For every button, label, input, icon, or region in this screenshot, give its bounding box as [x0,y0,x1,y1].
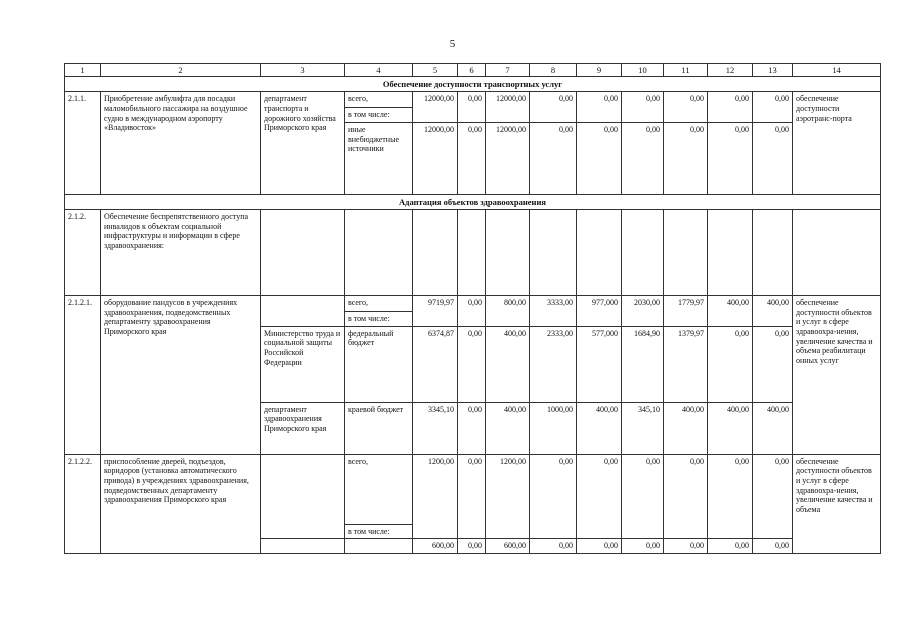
empty-cell [413,210,458,296]
funding-source: иные внебюджетные источники [345,122,413,194]
value-cell: 400,00 [753,296,793,327]
col-header: 12 [708,64,753,77]
value-cell: 0,00 [753,539,793,554]
col-header: 9 [577,64,622,77]
value-cell: 0,00 [708,122,753,194]
value-cell: 977,000 [577,296,622,327]
col-header: 14 [793,64,881,77]
value-cell: 600,00 [486,539,530,554]
value-cell: 0,00 [530,539,577,554]
col-header: 10 [622,64,664,77]
value-cell: 6374,87 [413,326,458,402]
value-cell: 0,00 [622,454,664,539]
column-numbers-row [65,64,881,77]
value-cell: 0,00 [577,454,622,539]
value-cell: 0,00 [458,122,486,194]
value-cell: 400,00 [486,402,530,454]
empty-cell [261,454,345,539]
value-cell: 12000,00 [413,122,458,194]
value-cell: 0,00 [577,92,622,123]
value-cell: 0,00 [530,122,577,194]
empty-cell [793,210,881,296]
empty-cell [261,210,345,296]
value-cell: 0,00 [458,402,486,454]
value-cell: 0,00 [530,92,577,123]
col-header: 7 [486,64,530,77]
value-cell: 0,00 [577,539,622,554]
value-cell: 400,00 [708,296,753,327]
item-name: Обеспечение беспрепятственного доступа инвалидов к объектам социальной инфраструктуры и информации в сфере здравоохранения: [101,210,261,296]
col-header: 13 [753,64,793,77]
value-cell: 0,00 [530,454,577,539]
item-code: 2.1.2.2. [65,454,101,553]
col-header: 6 [458,64,486,77]
value-cell: 0,00 [458,92,486,123]
table-row [65,210,881,296]
value-cell: 0,00 [664,92,708,123]
value-cell: 0,00 [458,539,486,554]
section-row [65,77,881,92]
value-cell: 0,00 [458,454,486,539]
section-title: Адаптация объектов здравоохранения [65,194,881,209]
col-header: 3 [261,64,345,77]
value-cell: 0,00 [622,539,664,554]
value-cell: 0,00 [664,122,708,194]
value-cell: 2333,00 [530,326,577,402]
funding-source: краевой бюджет [345,402,413,454]
program-table [64,63,881,554]
col-header: 4 [345,64,413,77]
item-name: оборудование пандусов в учреждениях здравоохранения, подведомственных департаменту здравоохранения Приморского края [101,296,261,455]
section-row [65,194,881,209]
funding-source: всего, [345,296,413,312]
funding-source: федеральный бюджет [345,326,413,402]
value-cell: 400,00 [708,402,753,454]
section-title: Обеспечение доступности транспортных услуг [65,77,881,92]
col-header: 2 [101,64,261,77]
value-cell: 0,00 [753,122,793,194]
value-cell: 400,00 [664,402,708,454]
item-executor: департамент транспорта и дорожного хозяйства Приморского края [261,92,345,195]
empty-cell [458,210,486,296]
table-row [65,454,881,524]
value-cell: 0,00 [458,296,486,327]
empty-cell [577,210,622,296]
item-executor: департамент здравоохранения Приморского края [261,402,345,454]
item-code: 2.1.2.1. [65,296,101,455]
empty-cell [345,539,413,554]
item-result: обеспечение доступности объектов и услуг в сфере здравоохра-нения, увеличение качества и объема [793,454,881,553]
value-cell: 1200,00 [486,454,530,539]
value-cell: 0,00 [708,326,753,402]
item-result: обеспечение доступности аэротранс-порта [793,92,881,195]
value-cell: 1779,97 [664,296,708,327]
item-name: приспособление дверей, подъездов, коридоров (установка автоматического привода) в учреждениях здравоохранения, подведомственных департаменту здравоохранения Приморского края [101,454,261,553]
value-cell: 0,00 [664,454,708,539]
value-cell: 1684,90 [622,326,664,402]
value-cell: 1000,00 [530,402,577,454]
value-cell: 0,00 [622,92,664,123]
value-cell: 9719,97 [413,296,458,327]
table-row [65,92,881,108]
col-header: 8 [530,64,577,77]
empty-cell [622,210,664,296]
item-result: обеспечение доступности объектов и услуг в сфере здравоохра-нения, увеличение качества и объема реабилитаци онных услуг [793,296,881,455]
value-cell: 2030,00 [622,296,664,327]
value-cell: 0,00 [577,122,622,194]
value-cell: 345,10 [622,402,664,454]
value-cell: 577,000 [577,326,622,402]
col-header: 5 [413,64,458,77]
empty-cell [261,539,345,554]
value-cell: 0,00 [708,539,753,554]
value-cell: 0,00 [708,92,753,123]
value-cell: 0,00 [708,454,753,539]
value-cell: 400,00 [753,402,793,454]
value-cell: 600,00 [413,539,458,554]
funding-source: в том числе: [345,312,413,327]
funding-source: всего, [345,92,413,108]
item-executor: Министерство труда и социальной защиты Российской Федерации [261,326,345,402]
empty-cell [530,210,577,296]
value-cell: 400,00 [577,402,622,454]
item-code: 2.1.1. [65,92,101,195]
value-cell: 12000,00 [413,92,458,123]
value-cell: 0,00 [664,539,708,554]
item-name: Приобретение амбулифта для посадки маломобильного пассажира на воздушное судно в международном аэропорту «Владивосток» [101,92,261,195]
value-cell: 0,00 [622,122,664,194]
empty-cell [664,210,708,296]
empty-cell [261,296,345,327]
funding-source: всего, [345,454,413,524]
item-code: 2.1.2. [65,210,101,296]
value-cell: 3333,00 [530,296,577,327]
value-cell: 12000,00 [486,122,530,194]
col-header: 11 [664,64,708,77]
empty-cell [753,210,793,296]
empty-cell [708,210,753,296]
col-header: 1 [65,64,101,77]
empty-cell [345,210,413,296]
funding-source: в том числе: [345,108,413,123]
value-cell: 400,00 [486,326,530,402]
value-cell: 0,00 [753,326,793,402]
value-cell: 0,00 [753,92,793,123]
empty-cell [486,210,530,296]
page-number: 5 [449,38,456,50]
value-cell: 1379,97 [664,326,708,402]
value-cell: 3345,10 [413,402,458,454]
value-cell: 0,00 [753,454,793,539]
table-row [65,296,881,312]
value-cell: 1200,00 [413,454,458,539]
value-cell: 0,00 [458,326,486,402]
funding-source: в том числе: [345,524,413,539]
value-cell: 800,00 [486,296,530,327]
value-cell: 12000,00 [486,92,530,123]
